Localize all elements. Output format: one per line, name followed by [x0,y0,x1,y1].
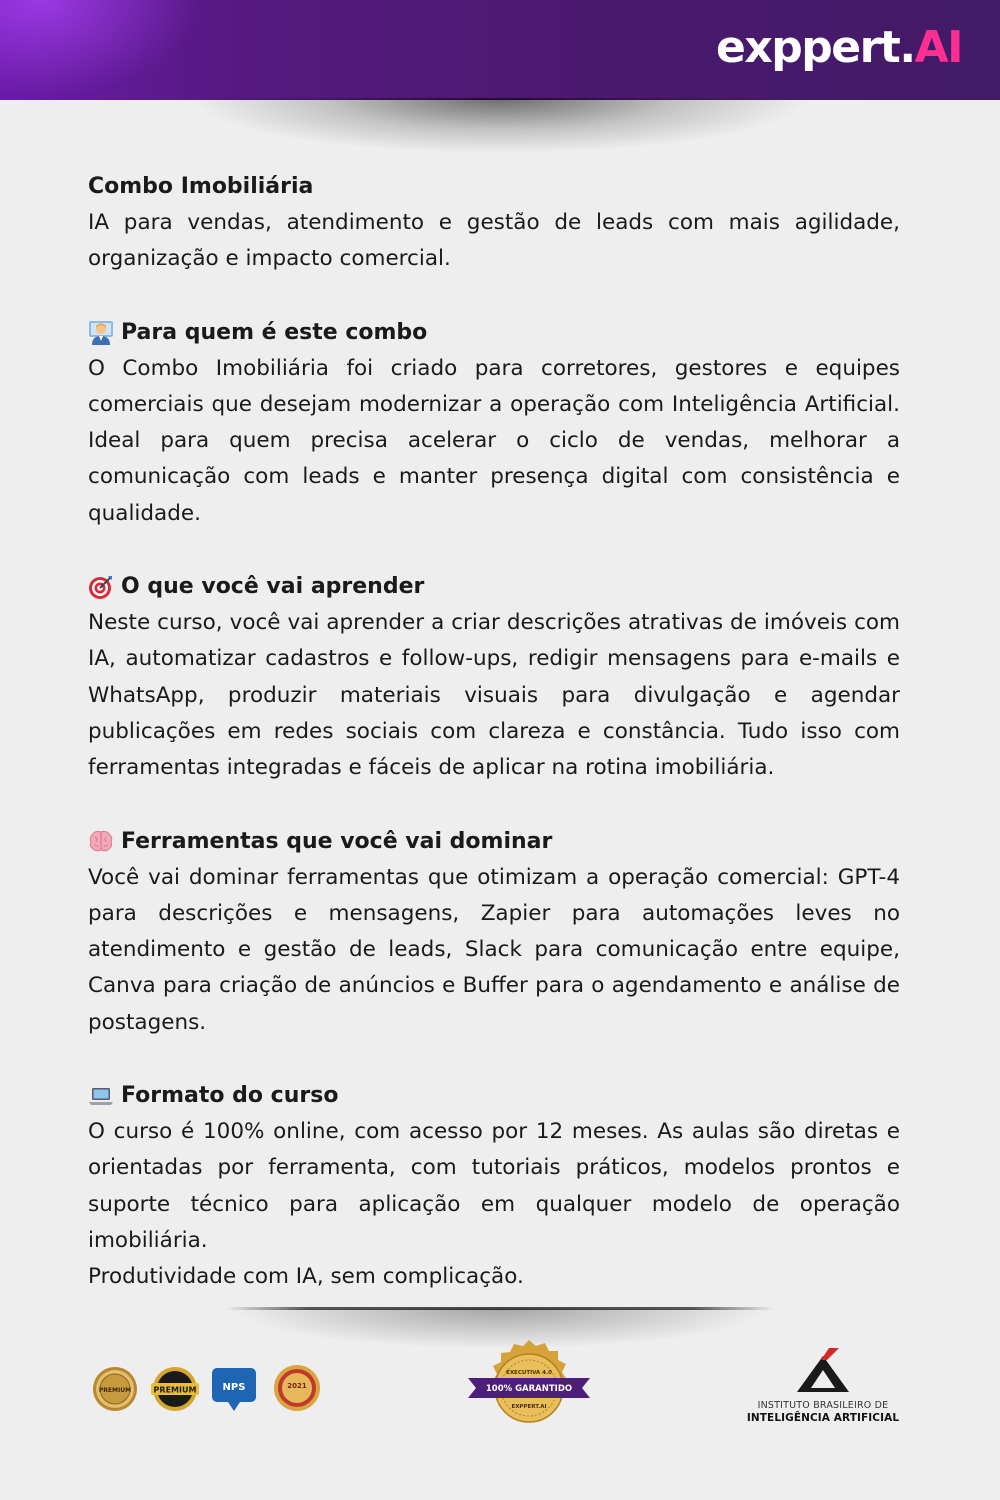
guarantee-banner-label: 100% GARANTIDO [485,1384,573,1394]
target-icon [88,574,114,600]
closing-tagline: Produtividade com IA, sem complicação. [88,1264,524,1290]
page-title: Combo Imobiliária [88,174,314,199]
main-content [88,168,900,1332]
badge-label: PREMIUM [98,1387,132,1394]
section-learning [88,568,900,786]
badge-label: NPS [222,1382,246,1393]
section-heading: Formato do curso [121,1083,339,1109]
header-shadow [190,98,810,154]
section-format [88,1077,900,1295]
section-audience [88,314,900,532]
laptop-icon [88,1083,114,1109]
institute-line2: INTELIGÊNCIA ARTIFICIAL [746,1412,900,1424]
guarantee-top-label: EXECUTIVA 4.0 [506,1370,552,1376]
header-bar [0,0,1000,100]
institute-line1: INSTITUTO BRASILEIRO DE [757,1400,889,1411]
header-glow [0,0,200,100]
badge-label: 2021 [287,1382,307,1390]
section-text: O curso é 100% online, com acesso por 12 meses. As aulas são diretas e orientadas por ferramenta, com tutoriais práticos, modelos prontos e suporte técnico para aplicação em qualquer modelo de operação imobiliária. [88,1119,900,1253]
institute-triangle-icon [791,1348,855,1394]
section-heading: Ferramentas que você vai dominar [121,828,553,854]
award-2021-badge-icon [273,1364,321,1416]
section-text: Neste curso, você vai aprender a criar descrições atrativas de imóveis com IA, automatizar cadastros e follow-ups, redigir mensagens para e-mails e WhatsApp, produzir materiais visuais para divulgação e agendar publicações em redes sociais com clareza e constância. Tudo isso com ferramentas integradas e fáceis de aplicar na rotina imobiliária. [88,610,900,781]
brain-icon [88,828,114,854]
office-worker-icon [88,319,114,345]
section-tools [88,823,900,1041]
section-heading: O que você vai aprender [121,574,425,600]
section-text: Você vai dominar ferramentas que otimizam a operação comercial: GPT-4 para descrições e mensagens, Zapier para automações leves no atendimento e gestão de leads, Slack para comunicação entre equipe, Canva para criação de anúncios e Buffer para o agendamento e análise de postagens. [88,864,900,1035]
guarantee-bottom-label: EXPPERT.AI [511,1404,547,1410]
section-heading: Para quem é este combo [121,319,428,345]
nps-badge-icon [211,1367,257,1417]
section-text: O Combo Imobiliária foi criado para corretores, gestores e equipes comerciais que desejam modernizar a operação com Inteligência Artificial. Ideal para quem precisa acelerar o ciclo de vendas, melhorar a comunicação com leads e manter presença digital com consistência e qualidade. [88,355,900,526]
intro-section [88,168,900,278]
intro-text: IA para vendas, atendimento e gestão de leads com mais agilidade, organização e impacto comercial. [88,210,900,272]
brand-logo[interactable]: exppert.AI [716,22,962,73]
premium-quality-seal-icon [92,1366,138,1416]
badge-label: PREMIUM [153,1385,197,1395]
institute-logo [738,1348,908,1424]
guarantee-seal-icon [468,1340,590,1440]
premium-badge-icon [150,1366,200,1416]
